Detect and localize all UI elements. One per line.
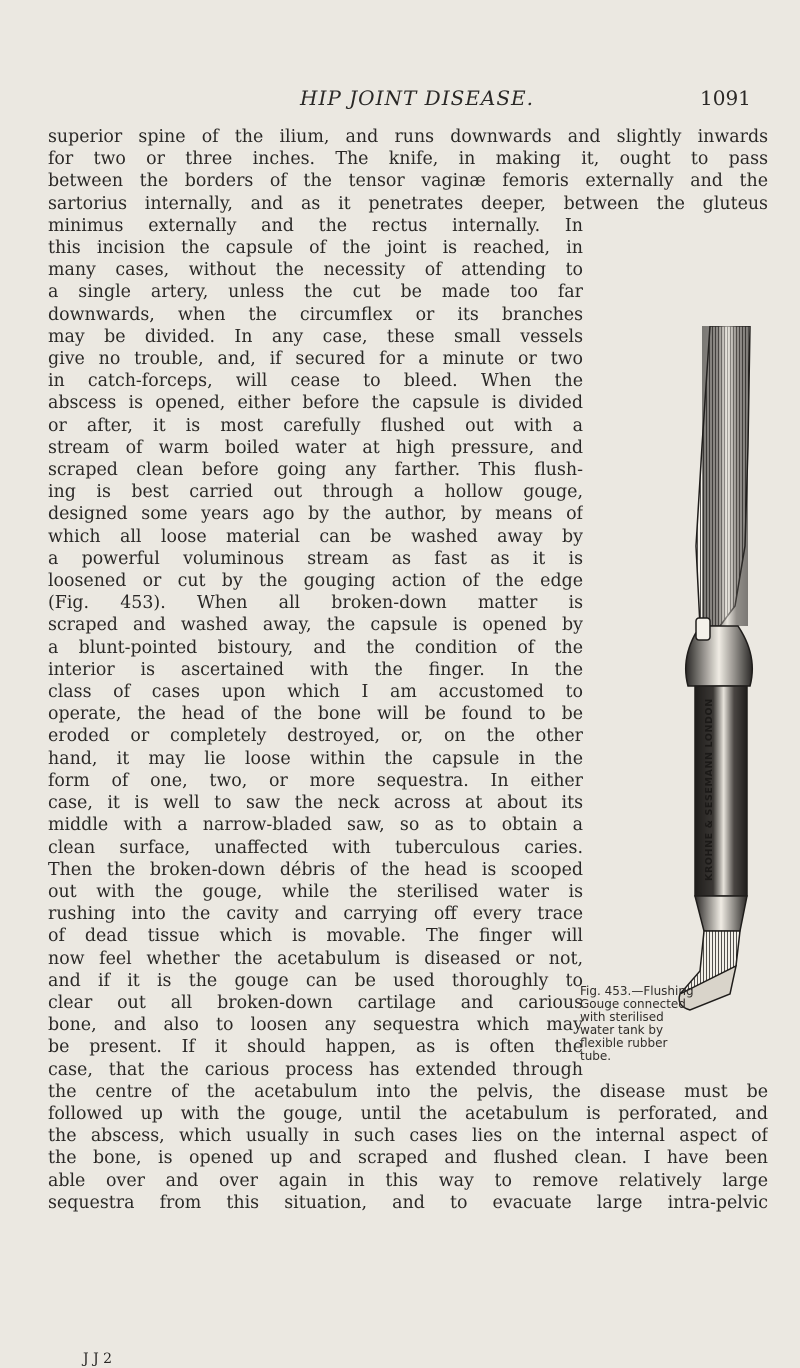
caption-line: flexible rubber [580, 1036, 668, 1050]
text-line: this incision the capsule of the joint is reached, in [48, 238, 583, 259]
text-line: case, it is well to saw the neck across at about its [48, 793, 583, 814]
text-line: which all loose material can be washed away by [48, 526, 583, 547]
maker-mark: KROHNE & SESEMANN LONDON [704, 698, 715, 881]
text-line: between the borders of the tensor vaginæ femoris externally and the [48, 171, 768, 192]
text-line: many cases, without the necessity of attending to [48, 260, 583, 281]
text-line: scraped clean before going any farther. This flush- [48, 460, 583, 481]
text-line: ing is best carried out through a hollow gouge, [48, 482, 583, 503]
text-line: bone, and also to loosen any sequestra which may [48, 1015, 583, 1036]
running-head: HIP JOINT DISEASE. [300, 86, 535, 110]
text-line: designed some years ago by the author, by means of [48, 504, 583, 525]
caption-line: tube. [580, 1049, 612, 1063]
text-line: sartorius internally, and as it penetrates deeper, between the gluteus [48, 193, 768, 214]
text-line: case, that the carious process has extended through [48, 1059, 583, 1080]
text-line: sequestra from this situation, and to evacuate large intra-pelvic [48, 1192, 768, 1213]
text-line: operate, the head of the bone will be found to be [48, 704, 583, 725]
signature-mark: J J 2 [83, 1351, 113, 1367]
caption-line: Gouge connected [580, 997, 686, 1011]
text-line: the centre of the acetabulum into the pelvis, the disease must be [48, 1081, 768, 1102]
text-line: stream of warm boiled water at high pressure, and [48, 437, 583, 458]
text-line: loosened or cut by the gouging action of the edge [48, 571, 583, 592]
text-line: Then the broken-down débris of the head is scooped [48, 859, 583, 880]
text-line: scraped and washed away, the capsule is opened by [48, 615, 583, 636]
text-line: now feel whether the acetabulum is diseased or not, [48, 948, 583, 969]
text-line: a powerful voluminous stream as fast as it is [48, 548, 583, 569]
text-line: interior is ascertained with the finger. In the [48, 659, 583, 680]
text-line: able over and over again in this way to remove relatively large [48, 1170, 768, 1191]
text-line: hand, it may lie loose within the capsule in the [48, 748, 583, 769]
text-line: for two or three inches. The knife, in making it, ought to pass [48, 149, 768, 170]
text-line: and if it is the gouge can be used thoroughly to [48, 970, 583, 991]
gouge-handle [695, 686, 747, 896]
text-line: clean surface, unaffected with tuberculous caries. [48, 837, 583, 858]
page-header [0, 86, 800, 116]
gouge-collar [695, 896, 747, 931]
caption-line: Fig. 453.—Flushing [580, 984, 694, 998]
text-line: out with the gouge, while the sterilised water is [48, 881, 583, 902]
text-line: abscess is opened, either before the capsule is divided [48, 393, 583, 414]
text-line: be present. If it should happen, as is often the [48, 1037, 583, 1058]
figure-caption [580, 985, 760, 1063]
text-line: (Fig. 453). When all broken-down matter is [48, 593, 583, 614]
page-number: 1091 [700, 86, 751, 110]
text-line: form of one, two, or more sequestra. In either [48, 770, 583, 791]
text-line: the abscess, which usually in such cases lies on the internal aspect of [48, 1126, 768, 1147]
text-line: give no trouble, and, if secured for a minute or two [48, 349, 583, 370]
text-line: clear out all broken-down cartilage and carious [48, 992, 583, 1013]
text-line: a blunt-pointed bistoury, and the condition of the [48, 637, 583, 658]
text-line: minimus externally and the rectus internally. In [48, 215, 583, 236]
text-line: a single artery, unless the cut be made too far [48, 282, 583, 303]
connector-window [696, 618, 710, 640]
text-line: class of cases upon which I am accustomed to [48, 682, 583, 703]
text-line: followed up with the gouge, until the acetabulum is perforated, and [48, 1103, 768, 1124]
text-line: superior spine of the ilium, and runs downwards and slightly inwards [48, 127, 768, 147]
flushing-gouge-illustration [580, 326, 760, 1086]
text-line: rushing into the cavity and carrying off every trace [48, 904, 583, 925]
text-line: in catch-forceps, will cease to bleed. When the [48, 371, 583, 392]
text-line: of dead tissue which is movable. The finger will [48, 926, 583, 947]
text-line: eroded or completely destroyed, or, on the other [48, 726, 583, 747]
rubber-tube-shading [702, 326, 748, 626]
text-line: downwards, when the circumflex or its branches [48, 304, 583, 325]
text-line: middle with a narrow-bladed saw, so as to obtain a [48, 815, 583, 836]
text-line: the bone, is opened up and scraped and flushed clean. I have been [48, 1148, 768, 1169]
text-line: may be divided. In any case, these small vessels [48, 326, 583, 347]
caption-line: water tank by [580, 1023, 664, 1037]
text-line: or after, it is most carefully flushed out with a [48, 415, 583, 436]
caption-line: with sterilised [580, 1010, 664, 1024]
